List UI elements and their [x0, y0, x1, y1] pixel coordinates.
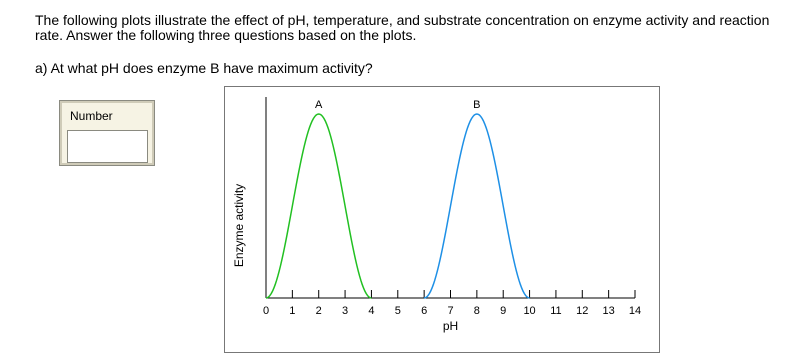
number-label: Number — [70, 109, 113, 123]
x-tick-label: 7 — [447, 305, 454, 317]
question-a: a) At what pH does enzyme B have maximum activity? — [35, 60, 373, 76]
x-tick-label: 5 — [394, 305, 401, 317]
instructions-text: The following plots illustrate the effect of pH, temperature, and substrate concentration on enzyme activity and reaction rate. Answer the following three questions based on the plots. — [35, 12, 770, 43]
x-ticks — [263, 290, 641, 317]
enzyme-activity-chart — [224, 86, 660, 353]
x-tick-label: 11 — [550, 305, 562, 317]
x-axis-label: pH — [442, 319, 459, 333]
series-label-b: B — [473, 99, 481, 111]
x-tick-label: 8 — [473, 305, 480, 317]
x-tick-label: 9 — [500, 305, 507, 317]
series-line-b — [424, 114, 529, 298]
x-tick-label: 6 — [421, 305, 428, 317]
x-tick-label: 10 — [523, 305, 536, 317]
series-layer — [266, 99, 530, 298]
x-tick-label: 4 — [368, 305, 375, 317]
number-answer-widget — [59, 100, 155, 166]
chart-svg — [225, 87, 661, 354]
number-input[interactable] — [67, 130, 148, 163]
series-line-a — [266, 114, 371, 298]
x-tick-label: 14 — [628, 305, 642, 317]
x-tick-label: 13 — [602, 305, 615, 317]
x-tick-label: 2 — [315, 305, 322, 317]
x-tick-label: 1 — [289, 305, 296, 317]
series-label-a: A — [315, 99, 323, 111]
x-tick-label: 3 — [342, 305, 349, 317]
x-tick-label: 12 — [576, 305, 589, 317]
y-axis-label: Enzyme activity — [232, 183, 246, 268]
x-tick-label: 0 — [262, 305, 270, 317]
